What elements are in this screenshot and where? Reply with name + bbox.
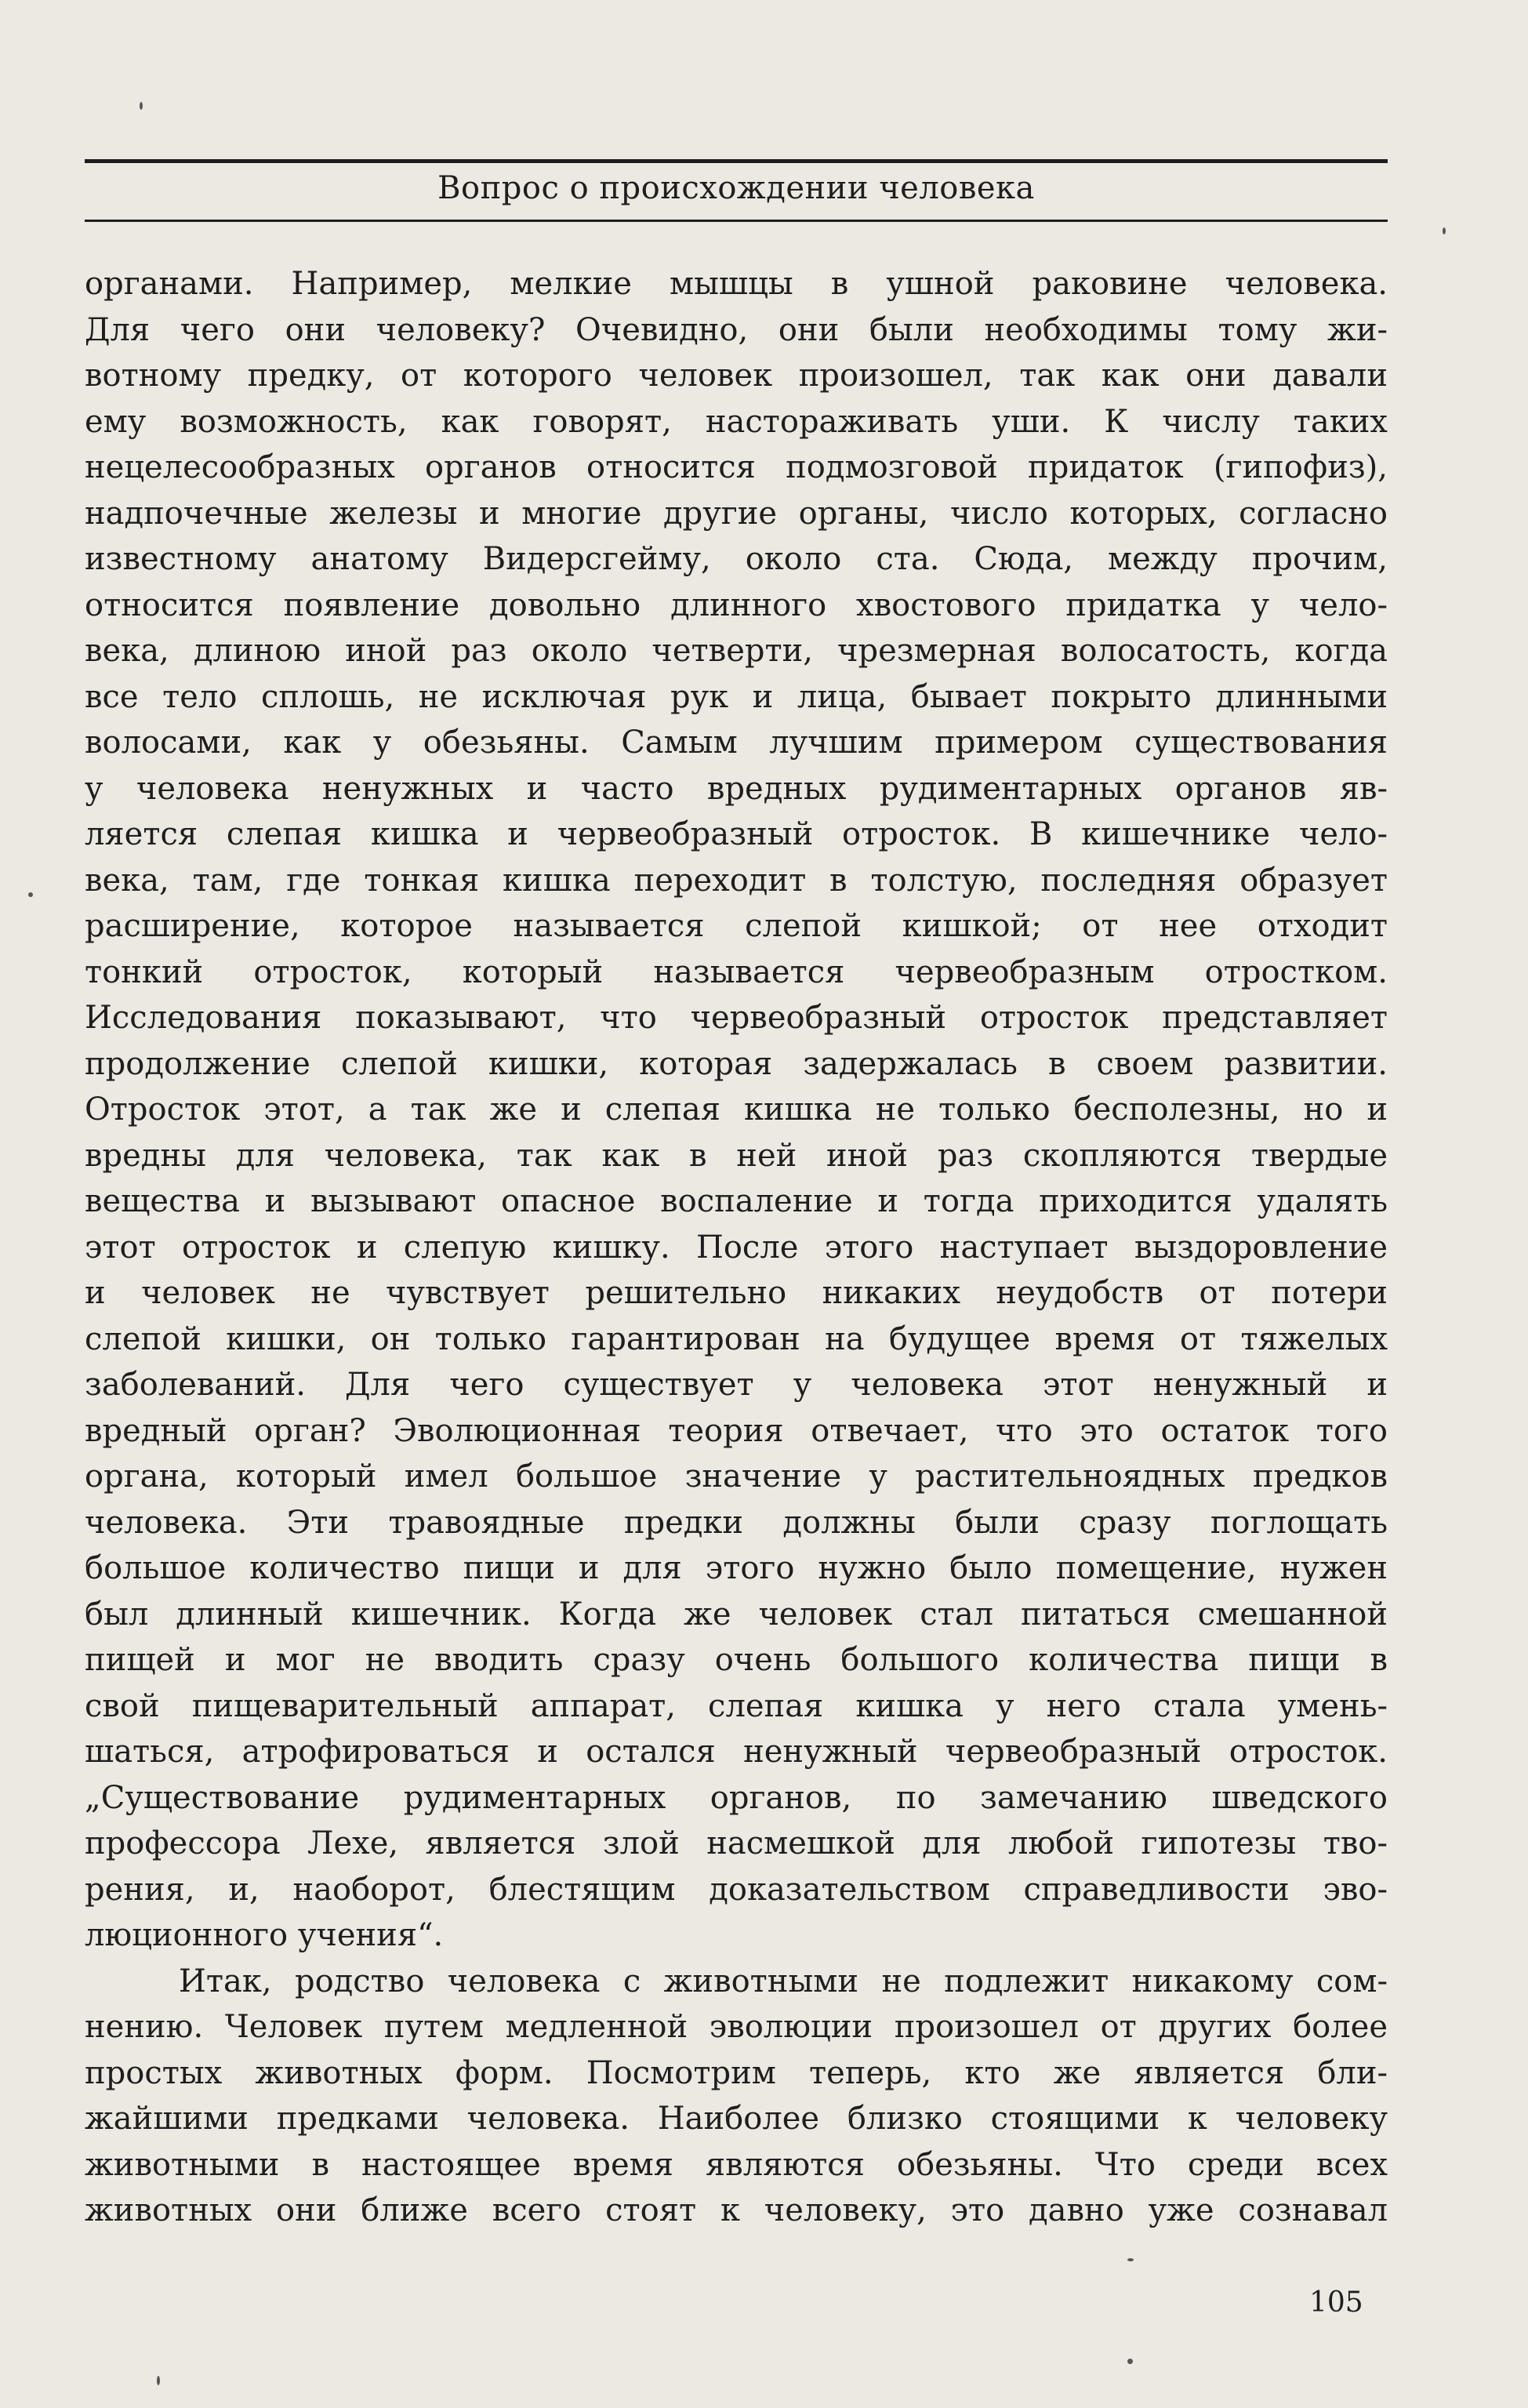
text-line: у человека ненужных и часто вредных рудиментарных органов яв- [85,770,1388,807]
text-line: животными в настоящее время являются обезьяны. Что среди всех [85,2146,1388,2183]
text-line: шаться, атрофироваться и остался ненужный червеобразный отросток. [85,1734,1388,1770]
paragraph-first-line: Итак, родство человека с животными не подлежит никакому сом- [179,1963,1388,1999]
text-line: вещества и вызывают опасное воспаление и тогда приходится удалять [85,1183,1388,1219]
text-line: жайшими предками человека. Наиболее близко стоящими к человеку [85,2101,1388,2137]
text-line: вотному предку, от которого человек произошел, так как они давали [85,358,1388,394]
text-line: Исследования показывают, что червеобразный отросток представляет [85,1000,1388,1036]
text-line: органами. Например, мелкие мышцы в ушной раковине человека. [85,266,1388,302]
text-line: пищей и мог не вводить сразу очень большого количества пищи в [85,1642,1388,1678]
text-line: рения, и, наоборот, блестящим доказательством справедливости эво- [85,1871,1388,1908]
text-line: органа, который имел большое значение у растительноядных предков [85,1458,1388,1495]
text-line: животных они ближе всего стоят к человеку, это давно уже сознавал [85,2192,1388,2228]
text-line: века, длиною иной раз около четверти, чрезмерная волосатость, когда [85,633,1388,669]
text-line: тонкий отросток, который называется червеобразным отростком. [85,953,1388,990]
text-line: известному анатому Видерсгейму, около ста. Сюда, между прочим, [85,541,1388,577]
text-line: „Существование рудиментарных органов, по замечанию шведского [85,1779,1388,1816]
scan-speck [1443,227,1446,234]
text-line: и человек не чувствует решительно никаких неудобств от потери [85,1275,1388,1311]
header-bottom-rule [85,220,1388,222]
text-line: века, там, где тонкая кишка переходит в толстую, последняя образует [85,862,1388,899]
scan-speck [1127,2258,1134,2261]
scan-speck [28,892,33,897]
text-line: большое количество пищи и для этого нужно было помещение, нужен [85,1550,1388,1586]
text-line: относится появление довольно длинного хвостового придатка у чело- [85,587,1388,623]
text-line: этот отросток и слепую кишку. После этого наступает выздоровление [85,1229,1388,1266]
text-line: нению. Человек путем медленной эволюции произошел от других более [85,2009,1388,2045]
running-title: Вопрос о происхождении человека [437,170,1035,206]
text-line: был длинный кишечник. Когда же человек стал питаться смешанной [85,1596,1388,1633]
text-line: все тело сплошь, не исключая рук и лица, бывает покрыто длинными [85,678,1388,715]
scan-speck [157,2376,160,2385]
header-top-rule [85,159,1388,163]
text-line: волосами, как у обезьяны. Самым лучшим примером существования [85,725,1388,761]
text-line: свой пищеварительный аппарат, слепая кишка у него стала умень- [85,1687,1388,1724]
text-line: профессора Лехе, является злой насмешкой для любой гипотезы тво- [85,1825,1388,1861]
text-line: заболеваний. Для чего существует у человека этот ненужный и [85,1367,1388,1403]
text-line: Для чего они человеку? Очевидно, они были необходимы тому жи- [85,311,1388,348]
text-line: расширение, которое называется слепой кишкой; от нее отходит [85,908,1388,944]
text-line: продолжение слепой кишки, которая задержалась в своем развитии. [85,1045,1388,1082]
text-line: вредный орган? Эволюционная теория отвечает, что это остаток того [85,1412,1388,1449]
text-line: надпочечные железы и многие другие органы, число которых, согласно [85,495,1388,532]
page-number: 105 [1309,2286,1363,2319]
text-line: человека. Эти травоядные предки должны были сразу поглощать [85,1504,1388,1541]
text-line: простых животных форм. Посмотрим теперь, кто же является бли- [85,2054,1388,2091]
text-line: Отросток этот, а так же и слепая кишка не только бесполезны, но и [85,1091,1388,1128]
text-line: слепой кишки, он только гарантирован на будущее время от тяжелых [85,1320,1388,1357]
text-line: ляется слепая кишка и червеобразный отросток. В кишечнике чело- [85,816,1388,852]
body-text [85,261,1388,2234]
text-line: ему возможность, как говорят, настораживать уши. К числу таких [85,403,1388,440]
scan-speck [1127,2359,1133,2364]
text-line: вредны для человека, так как в ней иной раз скопляются твердые [85,1137,1388,1174]
scan-speck [140,102,143,110]
text-line: нецелесообразных органов относится подмозговой придаток (гипофиз), [85,449,1388,485]
text-line: люционного учения“. [85,1917,444,1953]
